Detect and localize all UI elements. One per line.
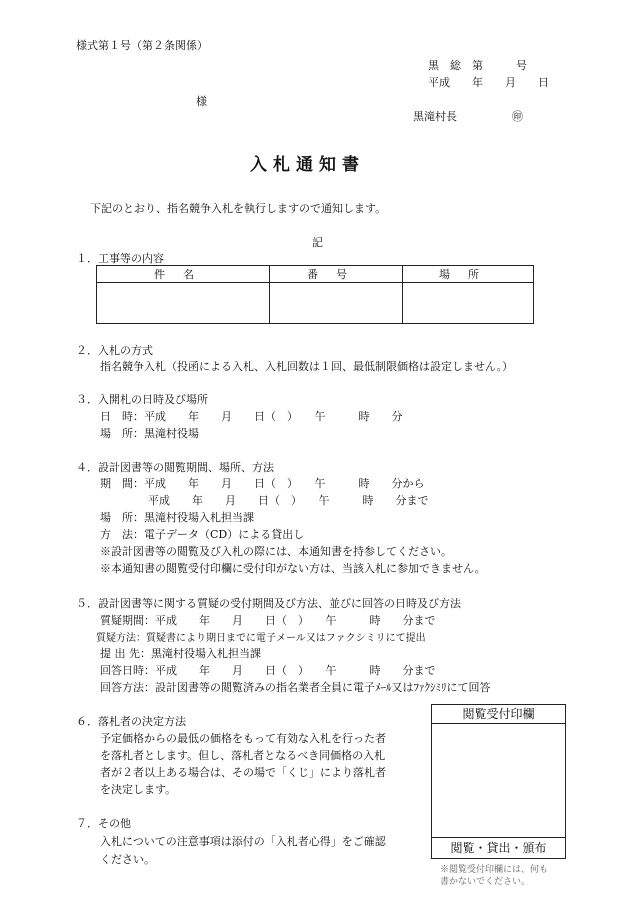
section-4-period-to: 平成 年 月 日（ ） 午 時 分まで	[148, 494, 429, 507]
section-6-line-4: を決定します。	[100, 783, 177, 796]
section-6-line-2: を落札者とします。但し、落札者となるべき同価格の入札	[100, 749, 386, 762]
section-3-heading: ３．入開札の日時及び場所	[76, 393, 208, 406]
column-header-name: 件名	[97, 266, 270, 283]
section-1-heading: １．工事等の内容	[76, 252, 164, 265]
column-header-location: 場所	[403, 266, 534, 283]
document-number: 黒 総 第 号	[428, 59, 527, 72]
issue-date: 平成 年 月 日	[428, 76, 549, 89]
works-table	[96, 265, 534, 324]
section-5-method: 質疑方法：質疑書により期日までに電子メール又はファクシミリにて提出	[96, 633, 426, 644]
cell-location	[403, 283, 534, 324]
issuer-name: 黒滝村長 ㊞	[413, 110, 523, 123]
section-3-datetime: 日 時：平成 年 月 日（ ） 午 時 分	[100, 410, 403, 423]
stamp-box-footer: 閲覧・貸出・頒布	[432, 837, 565, 858]
intro-text: 下記のとおり、指名競争入札を執行しますので通知します。	[90, 202, 387, 215]
section-7-line-1: 入札についての注意事項は添付の「入札者心得」をご確認	[100, 835, 386, 848]
section-2-line: 指名競争入札（投函による入札、入札回数は１回、最低制限価格は設定しません。）	[100, 360, 514, 373]
section-3-place: 場 所：黒滝村役場	[100, 427, 199, 440]
page-title: 入札通知書	[250, 155, 365, 175]
section-7-heading: ７．その他	[76, 817, 131, 830]
section-7-line-2: ください。	[100, 853, 155, 866]
section-4-note-1: ※設計図書等の閲覧及び入札の際には、本通知書を持参してください。	[100, 545, 452, 558]
section-4-period-from: 期 間：平成 年 月 日（ ） 午 時 分から	[100, 477, 425, 490]
section-5-answer-method: 回答方法：設計図書等の閲覧済みの指名業者全員に電子ﾒｰﾙ又はﾌｧｸｼﾐﾘにて回答	[100, 681, 491, 694]
stamp-note-2: 書かないでください。	[440, 877, 531, 887]
section-6-heading: ６．落札者の決定方法	[76, 715, 186, 728]
section-5-submit-to: 提 出 先：黒滝村役場入札担当課	[100, 647, 261, 660]
section-5-period: 質疑期間：平成 年 月 日（ ） 午 時 分まで	[100, 614, 436, 627]
section-5-answer-date: 回答日時：平成 年 月 日（ ） 午 時 分まで	[100, 664, 436, 677]
column-header-number: 番号	[270, 266, 403, 283]
form-number: 様式第１号（第２条関係）	[76, 39, 208, 52]
section-5-heading: ５．設計図書等に関する質疑の受付期間及び方法、並びに回答の日時及び方法	[76, 597, 461, 610]
section-4-place: 場 所：黒滝村役場入札担当課	[100, 511, 254, 524]
section-6-line-3: 者が２者以上ある場合は、その場で「くじ」により落札者	[100, 766, 386, 779]
section-4-note-2: ※本通知書の閲覧受付印欄に受付印がない方は、当該入札に参加できません。	[100, 562, 486, 575]
cell-name	[97, 283, 270, 324]
cell-number	[270, 283, 403, 324]
section-2-heading: ２．入札の方式	[76, 344, 153, 357]
reception-stamp-box	[431, 704, 566, 859]
stamp-box-header: 閲覧受付印欄	[432, 705, 565, 724]
section-6-line-1: 予定価格からの最低の価格をもって有効な入札を行った者	[100, 732, 386, 745]
addressee-honorific: 様	[196, 95, 207, 108]
table-row	[97, 283, 534, 324]
ki-label: 記	[312, 236, 323, 249]
section-4-method: 方 法：電子データ（CD）による貸出し	[100, 528, 305, 541]
stamp-note-1: ※閲覧受付印欄には、何も	[440, 865, 549, 875]
section-4-heading: ４．設計図書等の閲覧期間、場所、方法	[76, 461, 274, 474]
